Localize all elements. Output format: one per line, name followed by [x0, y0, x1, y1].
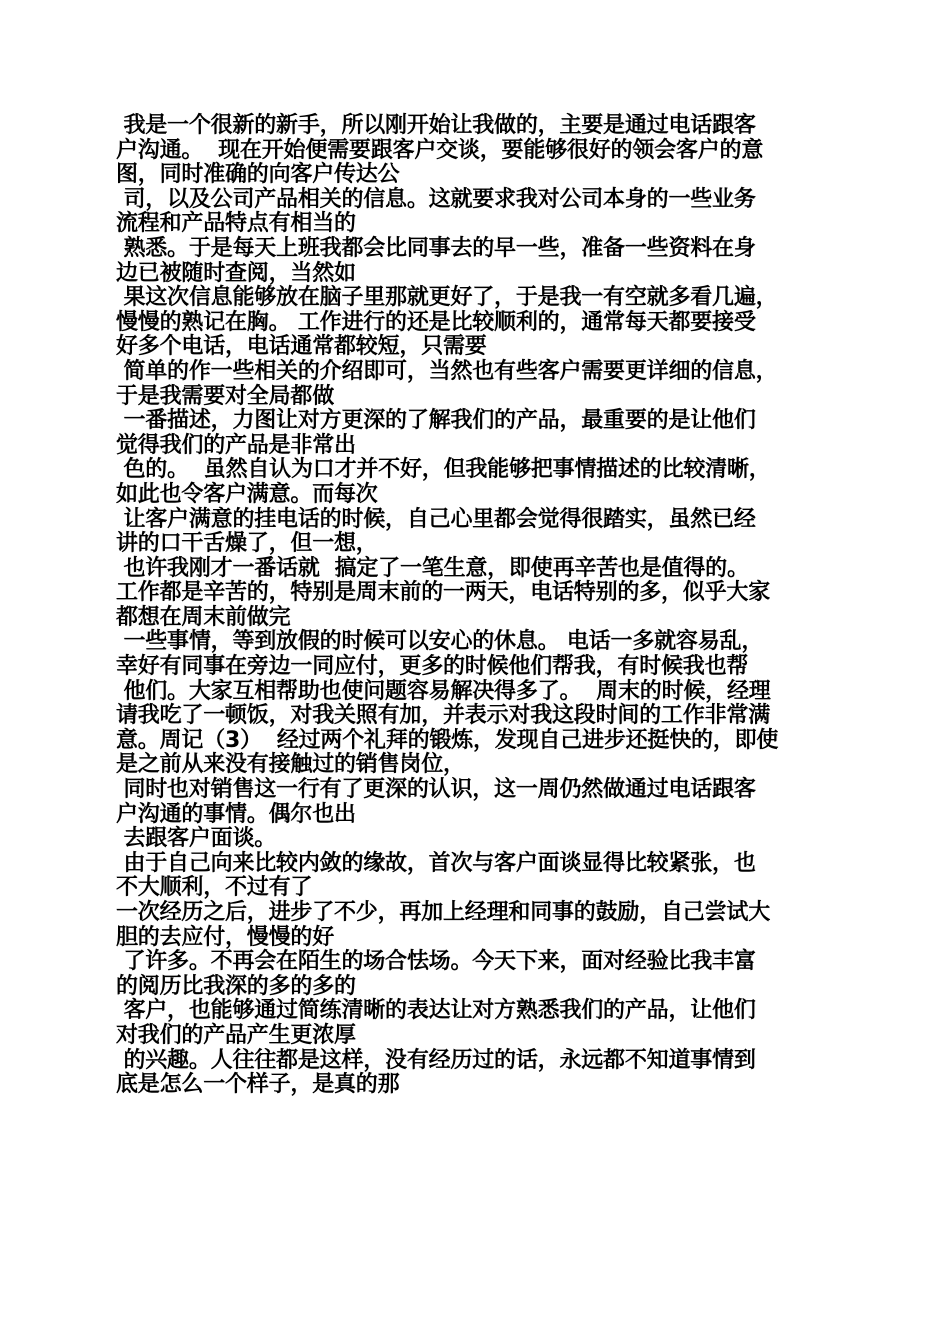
text-line: 好多个电话，电话通常都较短，只需要 [116, 334, 487, 360]
text-line: 边已被随时查阅，当然如 [116, 260, 356, 286]
text-line: 简单的作一些相关的介绍即可，当然也有些客户需要更详细的信息， [116, 358, 778, 384]
text-line: 一次经历之后，进步了不少，再加上经理和同事的鼓励，自己尝试大 [116, 900, 771, 925]
text-line: 幸好有同事在旁边一同应付，更多的时候他们帮我，有时候我也帮 [116, 654, 749, 680]
text-line: 都想在周末前做完 [116, 604, 291, 630]
text-line: 客户，也能够通过简练清晰的表达让对方熟悉我们的产品，让他们 [116, 998, 756, 1024]
text-line: 果这次信息能够放在脑子里那就更好了，于是我一有空就多看几遍， [116, 285, 778, 311]
text-line: 是之前从来没有接触过的销售岗位， [116, 752, 465, 778]
text-line: 户沟通的事情。偶尔也出 [116, 801, 356, 827]
text-line: 讲的口干舌燥了，但一想， [116, 531, 378, 557]
text-line: 他们。大家互相帮助也使问题容易解决得多了。 周末的时候，经理 [116, 678, 771, 704]
text-line: 也许我刚才一番话就 搞定了一笔生意，即使再辛苦也是值得的。 [116, 555, 749, 581]
text-line: 一些事情，等到放假的时候可以安心的休息。 电话一多就容易乱， [116, 629, 764, 655]
text-line: 图，同时准确的向客户传达公 [116, 162, 400, 188]
text-line: 胆的去应付，慢慢的好 [116, 924, 335, 950]
text-line: 由于自己向来比较内敛的缘故，首次与客户面谈显得比较紧张，也 [116, 850, 756, 876]
text-line: 同时也对销售这一行有了更深的认识，这一周仍然做通过电话跟客 [116, 777, 756, 803]
text-line: 我是一个很新的新手，所以刚开始让我做的，主要是通过电话跟客 [116, 113, 756, 138]
text-line: 对我们的产品产生更浓厚 [116, 1022, 356, 1048]
text-line: 流程和产品特点有相当的 [116, 211, 356, 237]
text-line: 的兴趣。人往往都是这样，没有经历过的话，永远都不知道事情到 [116, 1047, 756, 1073]
text-line: 司，以及公司产品相关的信息。这就要求我对公司本身的一些业务 [116, 186, 756, 212]
text-line: 了许多。不再会在陌生的场合怯场。今天下来，面对经验比我丰富 [116, 949, 756, 975]
text-line: 去跟客户面谈。 [116, 826, 277, 852]
text-line: 如此也令客户满意。而每次 [116, 481, 378, 507]
text-line: 意。周记（3） 经过两个礼拜的锻炼，发现自己进步还挺快的，即使 [116, 727, 779, 753]
text-line: 的阅历比我深的多的多的 [116, 973, 356, 999]
text-line: 觉得我们的产品是非常出 [116, 432, 356, 458]
text-line: 户沟通。 现在开始便需要跟客户交谈，要能够很好的领会客户的意 [116, 137, 764, 163]
text-line: 慢慢的熟记在胸。 工作进行的还是比较顺利的，通常每天都要接受 [116, 309, 756, 335]
text-line: 请我吃了一顿饭，对我关照有加，并表示对我这段时间的工作非常满 [116, 703, 771, 729]
text-line: 一番描述，力图让对方更深的了解我们的产品，最重要的是让他们 [116, 408, 756, 434]
document-body [116, 114, 840, 1098]
text-line: 让客户满意的挂电话的时候，自己心里都会觉得很踏实，虽然已经 [116, 506, 756, 532]
text-line: 熟悉。于是每天上班我都会比同事去的早一些，准备一些资料在身 [116, 235, 756, 261]
text-line: 底是怎么一个样子，是真的那 [116, 1072, 400, 1098]
text-line: 工作都是辛苦的，特别是周末前的一两天，电话特别的多，似乎大家 [116, 580, 771, 606]
text-line: 于是我需要对全局都做 [116, 383, 335, 409]
text-line: 不大顺利，不过有了 [116, 875, 313, 901]
text-line: 色的。 虽然自认为口才并不好，但我能够把事情描述的比较清晰， [116, 457, 771, 483]
